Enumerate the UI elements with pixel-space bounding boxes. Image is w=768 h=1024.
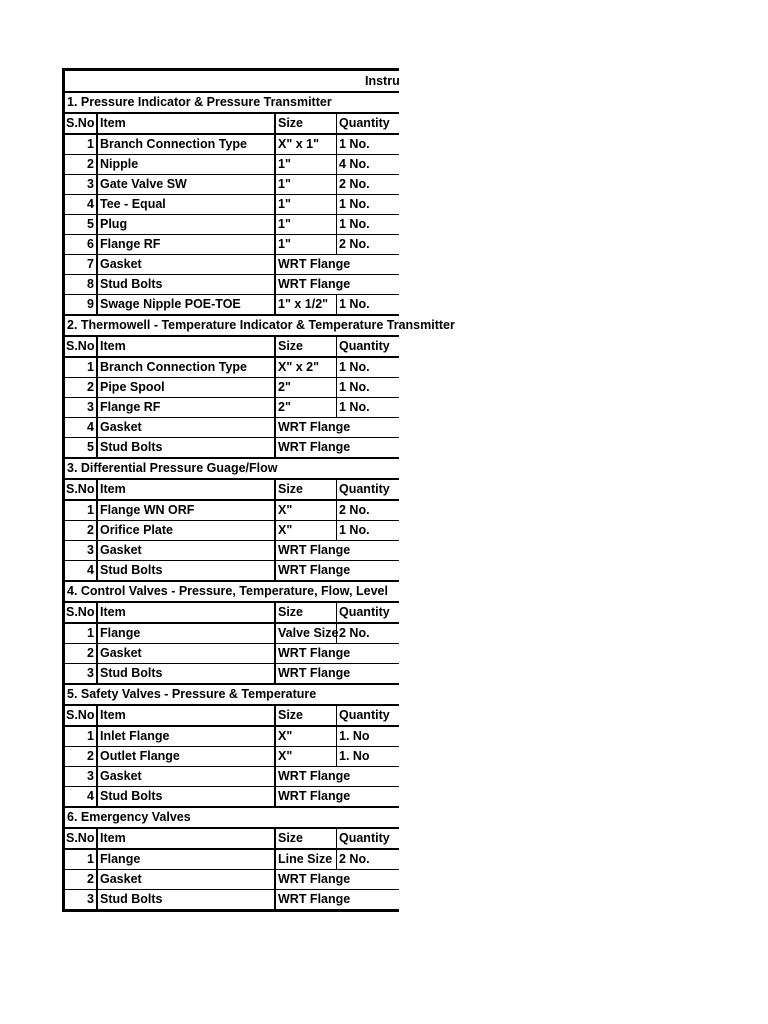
table-row <box>65 378 399 398</box>
cell-sno[interactable]: 2 <box>65 747 98 766</box>
sheet-title: Instru <box>365 74 400 88</box>
cell-item[interactable]: Nipple <box>98 155 276 174</box>
column-header-size[interactable]: Size <box>276 337 337 356</box>
cell-sno[interactable]: 6 <box>65 235 98 254</box>
cell-item[interactable]: Gasket <box>98 644 276 663</box>
column-header-quantity[interactable]: Quantity <box>339 339 390 353</box>
column-header-quantity[interactable]: Quantity <box>339 116 390 130</box>
table-row <box>65 438 399 459</box>
cell-sno[interactable]: 2 <box>65 644 98 663</box>
section-title: 1. Pressure Indicator & Pressure Transmitter <box>65 93 399 114</box>
cell-quantity[interactable]: 1 No. <box>339 197 370 211</box>
table-row <box>65 541 399 561</box>
column-header-item[interactable]: Item <box>98 337 276 356</box>
cell-sno[interactable]: 2 <box>65 521 98 540</box>
section-title: 6. Emergency Valves <box>65 808 399 829</box>
table-row <box>65 255 399 275</box>
cell-item[interactable]: Stud Bolts <box>98 275 276 294</box>
table-row <box>65 275 399 295</box>
cell-size[interactable]: 1" <box>276 175 337 194</box>
section-4 <box>65 582 399 685</box>
table-row <box>65 155 399 175</box>
cell-size[interactable]: X" x 1" <box>276 135 337 154</box>
header-row <box>65 337 399 358</box>
cell-sno[interactable]: 9 <box>65 295 98 314</box>
table-row <box>65 358 399 378</box>
table-row <box>65 767 399 787</box>
cell-size[interactable]: WRT Flange <box>278 563 351 577</box>
table-row <box>65 850 399 870</box>
section-title: 5. Safety Valves - Pressure & Temperature <box>65 685 399 706</box>
cell-size[interactable]: X" <box>276 501 337 520</box>
cell-sno[interactable]: 3 <box>65 541 98 560</box>
cell-size[interactable]: 1" <box>276 215 337 234</box>
table-row <box>65 870 399 890</box>
cell-item[interactable]: Flange WN ORF <box>98 501 276 520</box>
cell-size[interactable]: WRT Flange <box>278 769 351 783</box>
cell-item[interactable]: Branch Connection Type <box>98 358 276 377</box>
cell-sno[interactable]: 2 <box>65 155 98 174</box>
cell-size[interactable]: 2" <box>276 378 337 397</box>
cell-size[interactable]: X" <box>276 521 337 540</box>
column-header-size[interactable]: Size <box>276 706 337 725</box>
cell-size[interactable]: 1" <box>276 235 337 254</box>
column-header-sno[interactable]: S.No <box>65 480 98 499</box>
column-header-quantity[interactable]: Quantity <box>339 605 390 619</box>
cell-size[interactable]: WRT Flange <box>278 666 351 680</box>
cell-quantity[interactable]: 1 No. <box>339 400 370 414</box>
cell-quantity[interactable]: 2 No. <box>339 237 370 251</box>
cell-item[interactable]: Gasket <box>98 767 276 786</box>
section-3 <box>65 459 399 582</box>
cell-item[interactable]: Gasket <box>98 541 276 560</box>
table-row <box>65 644 399 664</box>
table-row <box>65 135 399 155</box>
cell-sno[interactable]: 3 <box>65 890 98 909</box>
cell-sno[interactable]: 5 <box>65 438 98 457</box>
table-row <box>65 175 399 195</box>
cell-size[interactable]: WRT Flange <box>278 440 351 454</box>
section-6 <box>65 808 399 909</box>
column-header-item[interactable]: Item <box>98 829 276 848</box>
cell-item[interactable]: Gasket <box>98 870 276 889</box>
table-row <box>65 747 399 767</box>
table-row <box>65 727 399 747</box>
column-header-size[interactable]: Size <box>276 829 337 848</box>
cell-item[interactable]: Pipe Spool <box>98 378 276 397</box>
cell-sno[interactable]: 4 <box>65 561 98 580</box>
column-header-quantity[interactable]: Quantity <box>339 708 390 722</box>
cell-sno[interactable]: 1 <box>65 624 98 643</box>
cell-item[interactable]: Stud Bolts <box>98 787 276 806</box>
cell-sno[interactable]: 4 <box>65 787 98 806</box>
column-header-item[interactable]: Item <box>98 603 276 622</box>
cell-sno[interactable]: 1 <box>65 501 98 520</box>
table-row <box>65 664 399 685</box>
cell-sno[interactable]: 1 <box>65 135 98 154</box>
column-header-item[interactable]: Item <box>98 480 276 499</box>
table-row <box>65 501 399 521</box>
cell-quantity[interactable]: 1 No. <box>339 297 370 311</box>
cell-item[interactable]: Stud Bolts <box>98 664 276 683</box>
cell-size[interactable]: 1" <box>276 195 337 214</box>
cell-sno[interactable]: 1 <box>65 850 98 869</box>
cell-quantity[interactable]: 2 No. <box>339 177 370 191</box>
cell-item[interactable]: Gasket <box>98 418 276 437</box>
table-row <box>65 215 399 235</box>
column-header-sno[interactable]: S.No <box>65 829 98 848</box>
cell-item[interactable]: Stud Bolts <box>98 438 276 457</box>
cell-quantity[interactable]: 1. No <box>339 729 370 743</box>
column-header-item[interactable]: Item <box>98 114 276 133</box>
cell-item[interactable]: Branch Connection Type <box>98 135 276 154</box>
cell-item[interactable]: Outlet Flange <box>98 747 276 766</box>
header-row <box>65 706 399 727</box>
cell-quantity[interactable]: 2 No. <box>339 503 370 517</box>
cell-sno[interactable]: 2 <box>65 378 98 397</box>
cell-size[interactable]: 1" <box>276 155 337 174</box>
table-row <box>65 235 399 255</box>
cell-size[interactable]: 2" <box>276 398 337 417</box>
cell-sno[interactable]: 5 <box>65 215 98 234</box>
section-2 <box>65 316 455 459</box>
cell-size[interactable]: WRT Flange <box>278 420 351 434</box>
column-header-quantity[interactable]: Quantity <box>339 831 390 845</box>
cell-size[interactable]: Line Size <box>276 850 337 869</box>
cell-item[interactable]: Flange RF <box>98 235 276 254</box>
sections-container <box>65 93 455 909</box>
cell-size[interactable]: WRT Flange <box>278 543 351 557</box>
spreadsheet-table <box>62 68 455 912</box>
column-header-sno[interactable]: S.No <box>65 114 98 133</box>
cell-size[interactable]: X" <box>276 727 337 746</box>
column-header-sno[interactable]: S.No <box>65 706 98 725</box>
column-header-size[interactable]: Size <box>276 603 337 622</box>
table-row <box>65 195 399 215</box>
cell-sno[interactable]: 3 <box>65 398 98 417</box>
table-row <box>65 624 399 644</box>
table-row <box>65 890 399 909</box>
cell-item[interactable]: Flange <box>98 624 276 643</box>
cell-quantity[interactable]: 2 No. <box>339 626 370 640</box>
sheet-title-row <box>65 71 399 93</box>
table-row <box>65 787 399 808</box>
cell-item[interactable]: Stud Bolts <box>98 890 276 909</box>
table-row <box>65 418 399 438</box>
section-5 <box>65 685 399 808</box>
section-title: 4. Control Valves - Pressure, Temperature, Flow, Level <box>65 582 399 603</box>
header-row <box>65 603 399 624</box>
cell-sno[interactable]: 3 <box>65 175 98 194</box>
cell-item[interactable]: Stud Bolts <box>98 561 276 580</box>
header-row <box>65 114 399 135</box>
cell-item[interactable]: Swage Nipple POE-TOE <box>98 295 276 314</box>
cell-quantity[interactable]: 1 No. <box>339 137 370 151</box>
cell-item[interactable]: Flange RF <box>98 398 276 417</box>
cell-sno[interactable]: 1 <box>65 358 98 377</box>
cell-item[interactable]: Inlet Flange <box>98 727 276 746</box>
cell-size[interactable]: WRT Flange <box>278 892 351 906</box>
cell-sno[interactable]: 3 <box>65 767 98 786</box>
cell-sno[interactable]: 2 <box>65 870 98 889</box>
column-header-sno[interactable]: S.No <box>65 603 98 622</box>
cell-sno[interactable]: 8 <box>65 275 98 294</box>
cell-size[interactable]: X" <box>276 747 337 766</box>
cell-quantity[interactable]: 1 No. <box>339 217 370 231</box>
cell-size[interactable]: 1" x 1/2" <box>276 295 337 314</box>
cell-item[interactable]: Gate Valve SW <box>98 175 276 194</box>
cell-item[interactable]: Orifice Plate <box>98 521 276 540</box>
cell-size[interactable]: WRT Flange <box>278 789 351 803</box>
cell-item[interactable]: Gasket <box>98 255 276 274</box>
cell-item[interactable]: Flange <box>98 850 276 869</box>
header-row <box>65 829 399 850</box>
cell-item[interactable]: Tee - Equal <box>98 195 276 214</box>
column-header-item[interactable]: Item <box>98 706 276 725</box>
cell-size[interactable]: WRT Flange <box>278 257 351 271</box>
cell-item[interactable]: Plug <box>98 215 276 234</box>
table-row <box>65 398 399 418</box>
column-header-sno[interactable]: S.No <box>65 337 98 356</box>
column-header-size[interactable]: Size <box>276 114 337 133</box>
column-header-quantity[interactable]: Quantity <box>339 482 390 496</box>
cell-quantity[interactable]: 1. No <box>339 749 370 763</box>
cell-quantity[interactable]: 1 No. <box>339 360 370 374</box>
section-title: 3. Differential Pressure Guage/Flow <box>65 459 399 480</box>
section-title: 2. Thermowell - Temperature Indicator & Temperature Transmitter <box>65 316 399 337</box>
cell-sno[interactable]: 4 <box>65 418 98 437</box>
cell-size[interactable]: WRT Flange <box>278 872 351 886</box>
cell-sno[interactable]: 4 <box>65 195 98 214</box>
header-row <box>65 480 399 501</box>
cell-quantity[interactable]: 1 No. <box>339 380 370 394</box>
table-row <box>65 295 399 316</box>
cell-sno[interactable]: 1 <box>65 727 98 746</box>
cell-size[interactable]: WRT Flange <box>278 277 351 291</box>
cell-size[interactable]: WRT Flange <box>278 646 351 660</box>
table-row <box>65 561 399 582</box>
cell-sno[interactable]: 7 <box>65 255 98 274</box>
table-row <box>65 521 399 541</box>
column-header-size[interactable]: Size <box>276 480 337 499</box>
cell-quantity[interactable]: 1 No. <box>339 523 370 537</box>
cell-size[interactable]: Valve Size <box>276 624 337 643</box>
cell-quantity[interactable]: 4 No. <box>339 157 370 171</box>
cell-size[interactable]: X" x 2" <box>276 358 337 377</box>
cell-sno[interactable]: 3 <box>65 664 98 683</box>
cell-quantity[interactable]: 2 No. <box>339 852 370 866</box>
section-1 <box>65 93 399 316</box>
